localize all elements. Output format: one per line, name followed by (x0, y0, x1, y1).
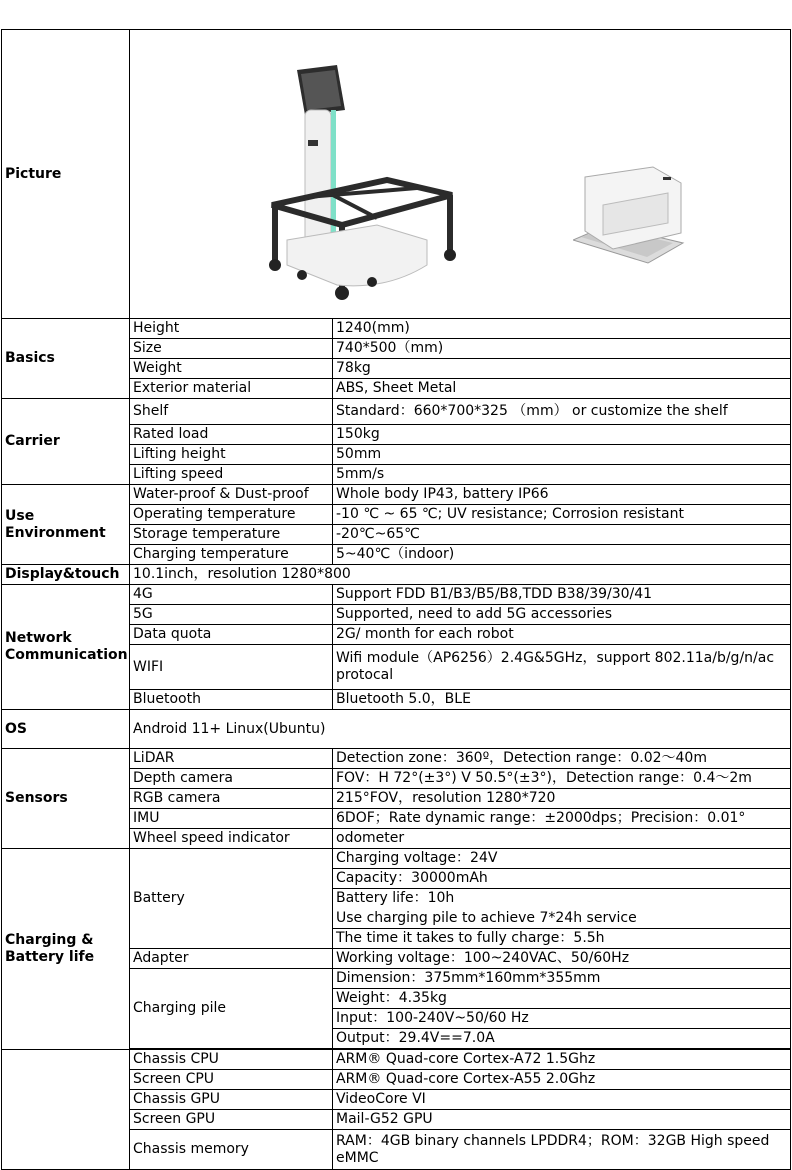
charging-label-line1: Charging & (5, 932, 94, 948)
hardware-row-name: Chassis CPU (130, 1050, 333, 1070)
basics-row-value: 740*500（mm) (333, 339, 791, 359)
use-env-row-value: 5~40℃（indoor) (333, 545, 791, 565)
sensors-row-name: IMU (130, 809, 333, 829)
hardware-row-value: VideoCore VI (333, 1090, 791, 1110)
battery-name: Battery (130, 849, 333, 949)
robot-image (267, 60, 457, 300)
carrier-row-value: 5mm/s (333, 465, 791, 485)
picture-label: Picture (2, 30, 130, 319)
network-label-line2: Communication (5, 647, 128, 663)
use-environment-label-line2: Environment (5, 524, 106, 541)
os-label: OS (2, 710, 130, 749)
sensors-row-name: Depth camera (130, 769, 333, 789)
network-row-name: 4G (130, 585, 333, 605)
use-env-row-name: Water-proof & Dust-proof (130, 485, 333, 505)
use-environment-label (2, 485, 130, 565)
os-value: Android 11+ Linux(Ubuntu) (130, 710, 791, 749)
carrier-row-name: Lifting speed (130, 465, 333, 485)
spec-table (1, 29, 791, 1170)
carrier-label: Carrier (2, 399, 130, 485)
hardware-row-value: ARM® Quad-core Cortex-A72 1.5Ghz (333, 1050, 791, 1070)
charging-pile-value: Dimension：375mm*160mm*355mm (333, 969, 791, 989)
basics-row-name: Weight (130, 359, 333, 379)
use-env-row-name: Operating temperature (130, 505, 333, 525)
carrier-row-value: 150kg (333, 425, 791, 445)
network-row-name: Bluetooth (130, 690, 333, 710)
carrier-row-name: Lifting height (130, 445, 333, 465)
network-row-name: Data quota (130, 625, 333, 645)
hardware-row-name: Chassis memory (130, 1130, 333, 1170)
carrier-row-value: 50mm (333, 445, 791, 465)
hardware-row-value: RAM：4GB binary channels LPDDR4；ROM：32GB High speed eMMC (333, 1130, 791, 1170)
battery-value: Battery life：10h (333, 889, 791, 909)
picture-cell (130, 30, 791, 319)
use-env-row-value: -20℃~65℃ (333, 525, 791, 545)
sensors-row-name: RGB camera (130, 789, 333, 809)
hardware-row-name: Screen CPU (130, 1070, 333, 1090)
battery-value: The time it takes to fully charge：5.5h (333, 929, 791, 949)
hardware-row-name: Chassis GPU (130, 1090, 333, 1110)
basics-row-name: Exterior material (130, 379, 333, 399)
charging-pile-value: Output：29.4V==7.0A (333, 1029, 791, 1049)
sensors-row-value: odometer (333, 829, 791, 849)
charging-pile-value: Input：100-240V~50/60 Hz (333, 1009, 791, 1029)
carrier-row-value: Standard：660*700*325 （mm） or customize the shelf (333, 399, 791, 425)
use-env-row-name: Charging temperature (130, 545, 333, 565)
basics-row-value: 78kg (333, 359, 791, 379)
sensors-row-name: LiDAR (130, 749, 333, 769)
battery-value: Use charging pile to achieve 7*24h service (333, 909, 791, 929)
charging-label-line2: Battery life (5, 949, 95, 965)
picture-row (2, 30, 791, 319)
charging-pile-value: Weight：4.35kg (333, 989, 791, 1009)
use-environment-label-line1: Use (5, 507, 35, 524)
use-env-row-value: Whole body IP43, battery IP66 (333, 485, 791, 505)
display-label: Display&touch (2, 565, 130, 585)
use-env-row-value: -10 ℃ ~ 65 ℃; UV resistance; Corrosion resistant (333, 505, 791, 525)
network-label-line1: Network (5, 630, 72, 646)
display-value: 10.1inch，resolution 1280*800 (130, 565, 791, 585)
network-label (2, 585, 130, 710)
basics-row-name: Height (130, 319, 333, 339)
network-row-value: 2G/ month for each robot (333, 625, 791, 645)
network-row-name: WIFI (130, 645, 333, 690)
sensors-row-value: 215°FOV，resolution 1280*720 (333, 789, 791, 809)
network-row-value: Bluetooth 5.0，BLE (333, 690, 791, 710)
basics-row-name: Size (130, 339, 333, 359)
carrier-row-name: Shelf (130, 399, 333, 425)
network-row-value: Wifi module（AP6256）2.4G&5GHz，support 802.11a/b/g/n/ac protocal (333, 645, 791, 690)
battery-value: Capacity：30000mAh (333, 869, 791, 889)
hardware-row-value: ARM® Quad-core Cortex-A55 2.0Ghz (333, 1070, 791, 1090)
sensors-label: Sensors (2, 749, 130, 849)
hardware-row-name: Screen GPU (130, 1110, 333, 1130)
charging-label (2, 849, 130, 1050)
adapter-value: Working voltage：100~240VAC、50/60Hz (333, 949, 791, 969)
basics-label: Basics (2, 319, 130, 399)
charging-dock-image (573, 165, 688, 270)
network-row-value: Support FDD B1/B3/B5/B8,TDD B38/39/30/41 (333, 585, 791, 605)
network-row-name: 5G (130, 605, 333, 625)
network-row-value: Supported, need to add 5G accessories (333, 605, 791, 625)
sensors-row-value: FOV：H 72°(±3°) V 50.5°(±3°)，Detection range：0.4～2m (333, 769, 791, 789)
sensors-row-value: 6DOF；Rate dynamic range：±2000dps；Precision：0.01° (333, 809, 791, 829)
basics-row-value: ABS, Sheet Metal (333, 379, 791, 399)
use-env-row-name: Storage temperature (130, 525, 333, 545)
basics-row-value: 1240(mm) (333, 319, 791, 339)
hardware-label (2, 1050, 130, 1170)
adapter-name: Adapter (130, 949, 333, 969)
charging-pile-name: Charging pile (130, 969, 333, 1049)
sensors-row-value: Detection zone：360º，Detection range：0.02～40m (333, 749, 791, 769)
battery-value: Charging voltage：24V (333, 849, 791, 869)
carrier-row-name: Rated load (130, 425, 333, 445)
hardware-row-value: Mail-G52 GPU (333, 1110, 791, 1130)
sensors-row-name: Wheel speed indicator (130, 829, 333, 849)
